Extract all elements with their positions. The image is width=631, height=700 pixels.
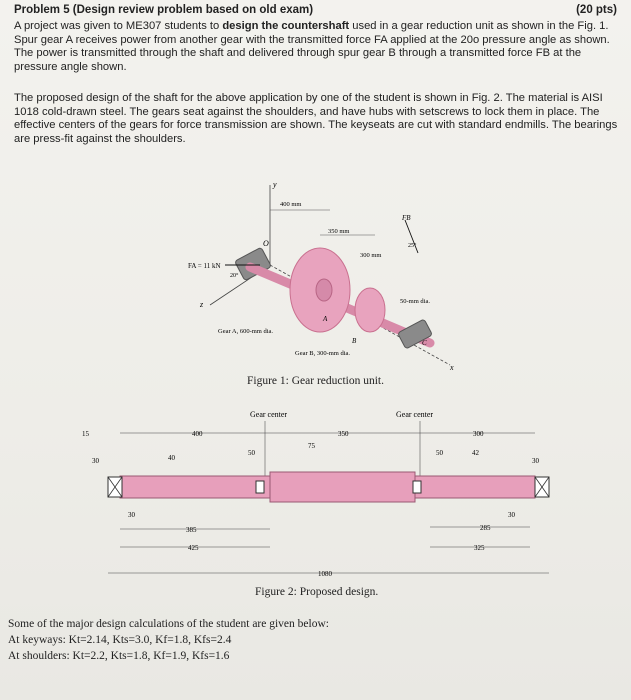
dim-325: 325 (474, 544, 485, 552)
para1-text-start: A project was given to ME307 students to (14, 20, 223, 32)
dia-50-right: 50 (436, 449, 443, 457)
gear-center-left-label: Gear center (250, 410, 288, 419)
design-calculations (8, 616, 329, 664)
figure-2-shaft-drawing (80, 405, 560, 595)
problem-header (14, 4, 617, 16)
shaft-step-right (415, 476, 535, 498)
dim-425: 425 (188, 544, 199, 552)
angle-20-label: 20° (230, 273, 239, 279)
gear-a-hub (316, 279, 332, 301)
dim-400-label: 400 mm (280, 201, 302, 208)
keyseat-right (413, 481, 421, 493)
dim-30-bottom-left: 30 (128, 511, 135, 519)
gear-a-dia-label: Gear A, 600-mm dia. (218, 328, 274, 335)
problem-paragraph-1 (14, 20, 626, 74)
dim-1080: 1080 (318, 570, 332, 578)
para1-text-end: used in a gear reduction unit as shown in the Fig. 1. Spur gear A receives power from another gear with the transmitted force FA applied at the 20o pressure angle as shown. The power is transmitted through the shaft and delivered through spur gear B through a transmitted force FB at the pressure angle shown. (14, 20, 610, 73)
dia-75: 75 (308, 442, 315, 450)
dim-350: 350 (338, 430, 349, 438)
shaft-step-left (120, 476, 270, 498)
calc-intro: Some of the major design calculations of the student are given below: (8, 618, 329, 630)
dia-30-right: 30 (532, 457, 539, 465)
calc-keyways: At keyways: Kt=2.14, Kts=3.0, Kf=1.8, Kfs=2.4 (8, 634, 232, 646)
figure-2-caption: Figure 2: Proposed design. (255, 586, 379, 598)
calc-shoulders: At shoulders: Kt=2.2, Kts=1.8, Kf=1.9, Kfs=1.6 (8, 650, 230, 662)
dim-300-label: 300 mm (360, 252, 382, 259)
shaft-dia-label: 50-mm dia. (400, 298, 430, 305)
dia-40: 40 (168, 454, 175, 462)
dia-30-left: 30 (92, 457, 99, 465)
gear-a-label: A (323, 315, 328, 323)
force-fa-label: FA = 11 kN (188, 262, 221, 270)
problem-points: (20 pts) (576, 4, 617, 16)
gear-b-label: B (352, 337, 357, 345)
x-axis-label: x (450, 363, 454, 372)
keyseat-left (256, 481, 264, 493)
dia-50-left: 50 (248, 449, 255, 457)
dim-385: 385 (186, 526, 197, 534)
gear-b (355, 288, 385, 332)
dim-300: 300 (473, 430, 484, 438)
y-axis-label: y (273, 180, 277, 189)
force-fb-label: FB (402, 214, 411, 222)
figure-1-gear-unit (160, 175, 480, 375)
dim-350-label: 350 mm (328, 228, 350, 235)
dim-400: 400 (192, 430, 203, 438)
problem-title: Problem 5 (Design review problem based on old exam) (14, 4, 314, 16)
point-c-label: C (422, 339, 427, 347)
dim-285: 285 (480, 524, 491, 532)
point-o-label: O (263, 239, 269, 248)
shaft-collar (270, 472, 415, 502)
dia-42: 42 (472, 449, 479, 457)
dim-15: 15 (82, 430, 89, 438)
figure-1-caption: Figure 1: Gear reduction unit. (247, 375, 385, 387)
para1-bold-phrase: design the countershaft (222, 20, 350, 32)
gear-b-dia-label: Gear B, 300-mm dia. (295, 350, 351, 357)
problem-paragraph-2: The proposed design of the shaft for the above application by one of the student is shown in Fig. 2. The material is AISI 1018 cold-drawn steel. The gears seat against the shoulders, and have hubs with setscrews to lock them in place. The effective centers of the gears for force transmission are shown. The keyseats are cut with standard endmills. The bearings are press-fit against the shoulders. (14, 92, 618, 145)
angle-25-label: 25° (408, 243, 417, 249)
dim-30-bottom-right: 30 (508, 511, 515, 519)
z-axis-label: z (200, 300, 204, 309)
gear-center-right-label: Gear center (396, 410, 434, 419)
